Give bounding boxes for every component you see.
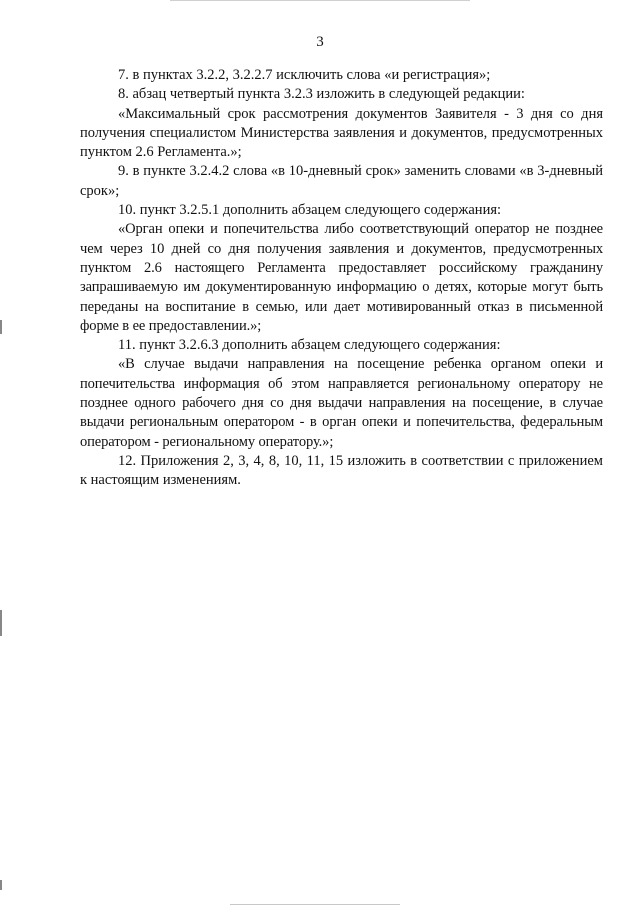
paragraph-quote-11: «В случае выдачи направления на посещение ребенка органом опеки и попечительства информация об этом направляется региональному оператору не позднее одного рабочего дня со дня выдачи направления на посещение, в случае выдачи региональным оператором - в орган опеки и попечительства, федеральным оператором - региональному оператору.»; — [80, 356, 603, 450]
scan-edge-mark — [0, 610, 2, 636]
scan-edge-mark — [0, 320, 2, 334]
page-number: 3 — [316, 34, 324, 50]
paragraph-quote-10: «Орган опеки и попечительства либо соответствующий оператор не позднее чем через 10 дней со дня получения заявления и документов, предусмотренных пунктом 2.6 настоящего Регламента предоставляет российскому гражданину запрашиваемую им документированную информацию о детях, которые могут быть переданы на воспитание в семью, или дает мотивированный отказ в письменной форме в ее предоставлении.»; — [80, 221, 603, 334]
paragraph-item-12: 12. Приложения 2, 3, 4, 8, 10, 11, 15 изложить в соответствии с приложением к настоящим изменениям. — [80, 452, 603, 489]
paragraph-item-8: 8. абзац четвертый пункта 3.2.3 изложить в следующей редакции: — [118, 86, 525, 103]
paragraph-item-7: 7. в пунктах 3.2.2, 3.2.2.7 исключить слова «и регистрация»; — [118, 67, 491, 83]
scan-top-rule — [170, 0, 470, 1]
paragraph-quote-8: «Максимальный срок рассмотрения документов Заявителя - 3 дня со дня получения специалистом Министерства заявления и документов, предусмотренных пунктом 2.6 Регламента.»; — [80, 105, 603, 161]
paragraph-item-9: 9. в пункте 3.2.4.2 слова «в 10-дневный срок» заменить словами «в 3-дневный срок»; — [80, 163, 603, 199]
document-body — [80, 66, 603, 491]
paragraph-item-11: 11. пункт 3.2.6.3 дополнить абзацем следующего содержания: — [118, 337, 501, 354]
scan-edge-mark — [0, 880, 2, 890]
paragraph-item-10: 10. пункт 3.2.5.1 дополнить абзацем следующего содержания: — [118, 202, 502, 219]
